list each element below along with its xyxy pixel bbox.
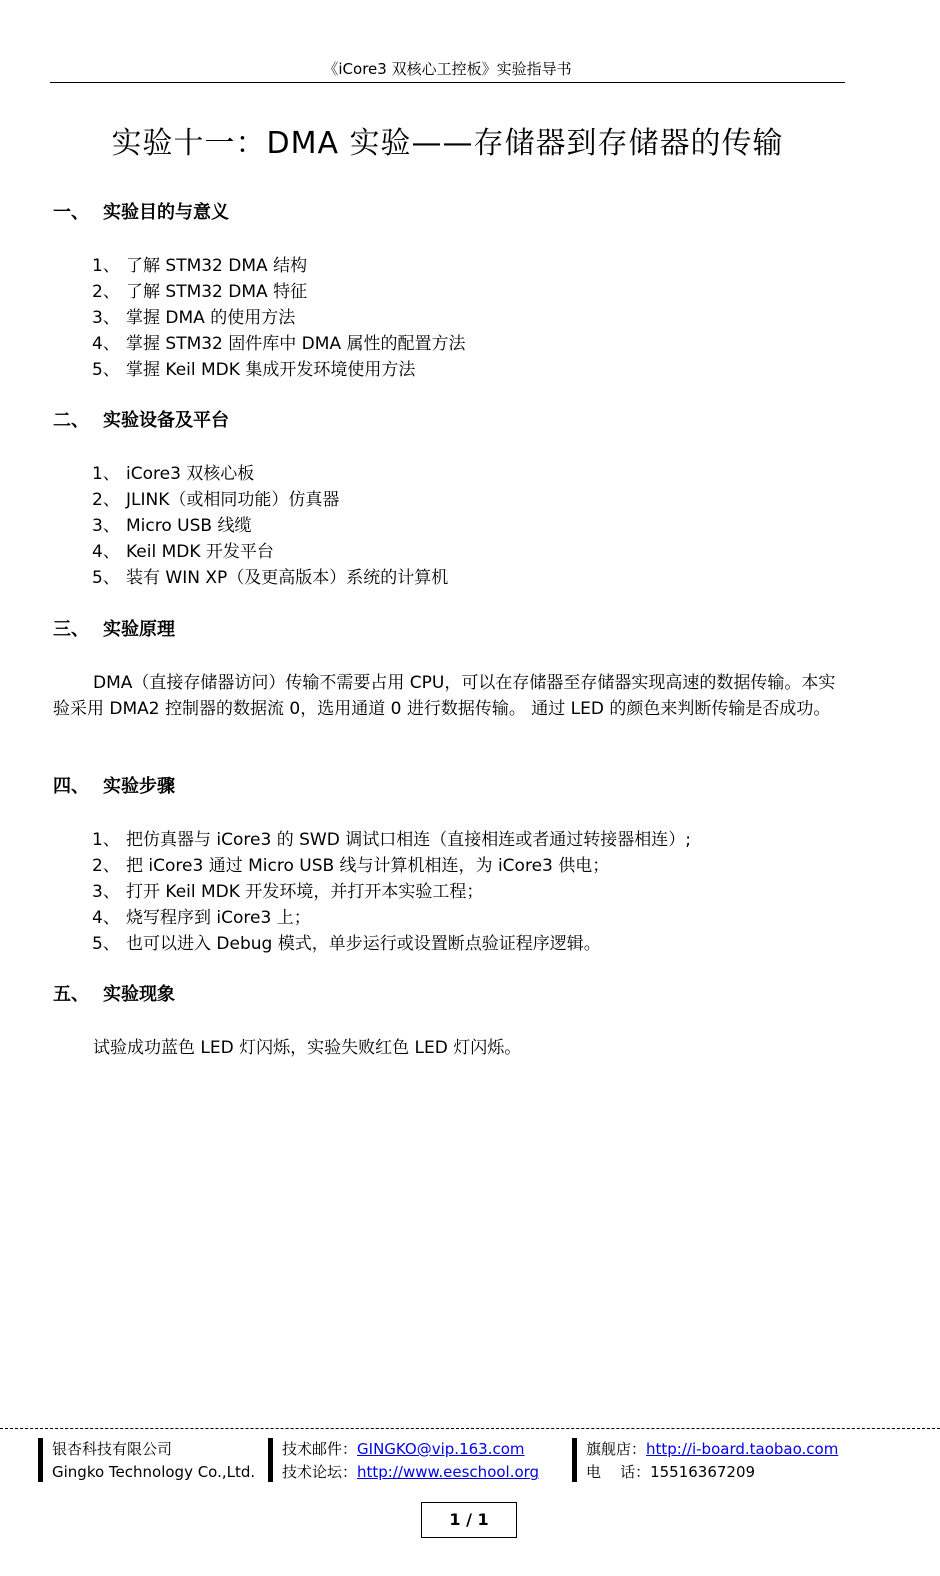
page-title: 实验十一：DMA 实验——存储器到存储器的传输 bbox=[111, 126, 784, 161]
item-text: 装有 WIN XP（及更高版本）系统的计算机 bbox=[126, 568, 449, 588]
list-item bbox=[92, 539, 448, 565]
list-item bbox=[92, 827, 691, 853]
list-item bbox=[92, 853, 691, 879]
section-number: 三、 bbox=[53, 619, 89, 640]
item-index: 5、 bbox=[92, 934, 120, 954]
list-item bbox=[92, 357, 465, 383]
section-title: 实验步骤 bbox=[103, 776, 175, 797]
forum-label: 技术论坛： bbox=[282, 1463, 358, 1481]
item-index: 2、 bbox=[92, 856, 120, 876]
item-text: 掌握 STM32 固件库中 DMA 属性的配置方法 bbox=[126, 334, 466, 354]
list-item bbox=[92, 879, 691, 905]
item-index: 3、 bbox=[92, 308, 120, 328]
item-index: 5、 bbox=[92, 568, 120, 588]
principle-paragraph: DMA（直接存储器访问）传输不需要占用 CPU，可以在存储器至存储器实现高速的数据传输。本实验采用 DMA2 控制器的数据流 0，选用通道 0 进行数据传输。 通过 LED 的颜色来判断传输是否成功。 bbox=[53, 673, 836, 719]
item-text: Micro USB 线缆 bbox=[126, 516, 252, 536]
footer-divider bbox=[0, 1428, 940, 1429]
forum-link[interactable]: http://www.eeschool.org bbox=[357, 1463, 540, 1481]
section-heading bbox=[53, 408, 229, 434]
list-item bbox=[92, 513, 448, 539]
list-item bbox=[92, 487, 448, 513]
item-text: JLINK（或相同功能）仿真器 bbox=[126, 490, 340, 510]
item-index: 1、 bbox=[92, 464, 120, 484]
section-number: 二、 bbox=[53, 410, 89, 431]
item-text: 掌握 Keil MDK 集成开发环境使用方法 bbox=[126, 360, 416, 380]
section-heading bbox=[53, 617, 175, 643]
phone-label: 电 话： bbox=[586, 1463, 651, 1481]
email-link[interactable]: GINGKO@vip.163.com bbox=[357, 1440, 525, 1458]
item-text: 也可以进入 Debug 模式，单步运行或设置断点验证程序逻辑。 bbox=[126, 934, 601, 954]
item-text: 烧写程序到 iCore3 上； bbox=[126, 908, 311, 928]
item-index: 3、 bbox=[92, 516, 120, 536]
item-index: 3、 bbox=[92, 882, 120, 902]
section-heading bbox=[53, 200, 229, 226]
footer-bar bbox=[268, 1438, 273, 1482]
header-divider bbox=[50, 82, 845, 83]
list-item bbox=[92, 331, 465, 357]
item-text: 了解 STM32 DMA 特征 bbox=[126, 282, 308, 302]
list-item bbox=[92, 253, 465, 279]
section-title: 实验原理 bbox=[103, 619, 175, 640]
section-title: 实验设备及平台 bbox=[103, 410, 229, 431]
footer-bar bbox=[572, 1438, 577, 1482]
item-text: Keil MDK 开发平台 bbox=[126, 542, 274, 562]
item-index: 5、 bbox=[92, 360, 120, 380]
item-index: 2、 bbox=[92, 282, 120, 302]
section-number: 五、 bbox=[53, 984, 89, 1005]
item-index: 4、 bbox=[92, 334, 120, 354]
running-header: 《iCore3 双核心工控板》实验指导书 bbox=[323, 60, 572, 78]
shop-label: 旗舰店： bbox=[586, 1440, 647, 1458]
page-number: 1 / 1 bbox=[421, 1502, 517, 1538]
item-index: 4、 bbox=[92, 908, 120, 928]
steps-list bbox=[92, 827, 691, 957]
list-item bbox=[92, 279, 465, 305]
item-index: 1、 bbox=[92, 830, 120, 850]
section-title: 实验现象 bbox=[103, 984, 175, 1005]
section-title: 实验目的与意义 bbox=[103, 202, 229, 223]
item-text: 掌握 DMA 的使用方法 bbox=[126, 308, 296, 328]
list-item bbox=[92, 565, 448, 591]
section-heading bbox=[53, 982, 175, 1008]
list-item bbox=[92, 305, 465, 331]
shop-link[interactable]: http://i-board.taobao.com bbox=[646, 1440, 839, 1458]
item-text: 打开 Keil MDK 开发环境，并打开本实验工程； bbox=[126, 882, 484, 902]
list-item bbox=[92, 461, 448, 487]
list-item bbox=[92, 931, 691, 957]
item-text: iCore3 双核心板 bbox=[126, 464, 255, 484]
section-number: 四、 bbox=[53, 776, 89, 797]
phenomenon-paragraph: 试验成功蓝色 LED 灯闪烁，实验失败红色 LED 灯闪烁。 bbox=[93, 1038, 522, 1058]
item-index: 2、 bbox=[92, 490, 120, 510]
list-item bbox=[92, 905, 691, 931]
item-index: 4、 bbox=[92, 542, 120, 562]
item-text: 了解 STM32 DMA 结构 bbox=[126, 256, 308, 276]
section-heading bbox=[53, 774, 175, 800]
company-name-en: Gingko Technology Co.,Ltd. bbox=[52, 1463, 256, 1481]
section-number: 一、 bbox=[53, 202, 89, 223]
email-label: 技术邮件： bbox=[282, 1440, 358, 1458]
company-name-cn: 银杏科技有限公司 bbox=[52, 1440, 173, 1458]
equipment-list bbox=[92, 461, 448, 591]
footer-bar bbox=[38, 1438, 43, 1482]
item-text: 把仿真器与 iCore3 的 SWD 调试口相连（直接相连或者通过转接器相连）; bbox=[126, 830, 691, 850]
phone-number: 15516367209 bbox=[650, 1463, 756, 1481]
item-index: 1、 bbox=[92, 256, 120, 276]
item-text: 把 iCore3 通过 Micro USB 线与计算机相连，为 iCore3 供电； bbox=[126, 856, 610, 876]
objectives-list bbox=[92, 253, 465, 383]
